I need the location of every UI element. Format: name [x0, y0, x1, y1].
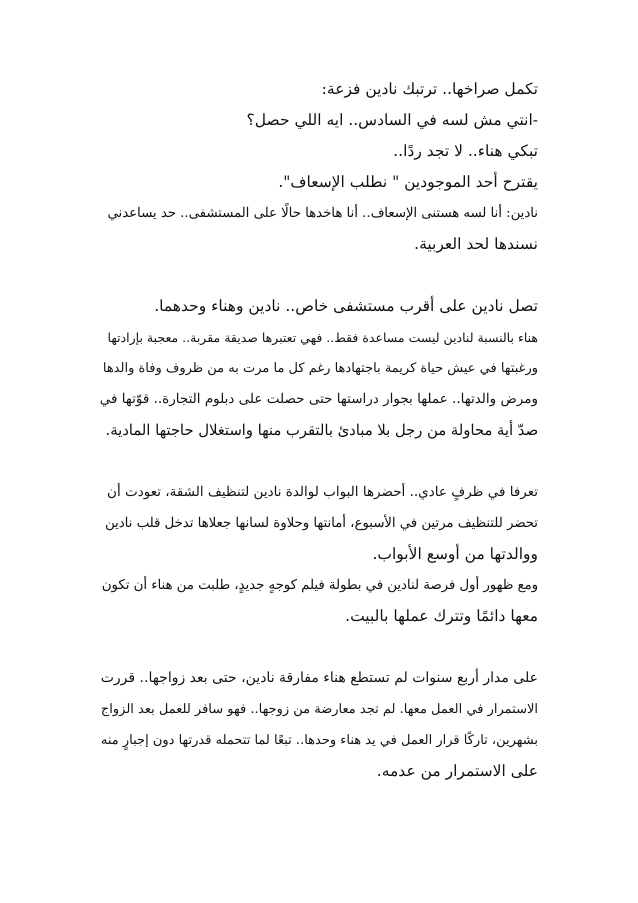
- paragraph-gap: [100, 446, 538, 477]
- text-line: على مدار أربع سنوات لم تستطع هناء مفارقة نادين، حتى بعد زواجها.. قررت: [100, 670, 538, 686]
- text-line: ورغبتها في عيش حياة كريمة باجتهادها رغم كل ما مرت به من ظروف وفاة والدها: [102, 361, 538, 376]
- text-line: يقترح أحد الموجودين " نطلب الإسعاف".: [278, 173, 538, 191]
- text-line: نسندها لحد العربية.: [414, 235, 538, 253]
- paragraph-1: [100, 74, 538, 260]
- text-line: هناء بالنسبة لنادين ليست مساعدة فقط.. فهي تعتبرها صديقة مقربة.. معجبة بإرادتها: [107, 330, 538, 345]
- text-line: ومع ظهور أول فرصة لنادين في بطولة فيلم كوجهٍ جديدٍ، طلبت من هناء أن تكون: [101, 578, 538, 593]
- text-line: تصل نادين على أقرب مستشفى خاص.. نادين وهناء وحدهما.: [154, 297, 538, 315]
- text-line: الاستمرار في العمل معها. لم تجد معارضة من زوجها.. فهو سافر للعمل بعد الزواج: [100, 702, 538, 717]
- text-line: تعرفا في ظرفٍ عادي.. أحضرها البواب لوالدة نادين لتنظيف الشقة، تعودت أن: [107, 484, 538, 500]
- text-line: ووالدتها من أوسع الأبواب.: [372, 545, 538, 563]
- text-line: -انتي مش لسه في السادس.. ايه اللي حصل؟: [246, 111, 538, 129]
- text-line: تكمل صراخها.. ترتبك نادين فزعة:: [321, 80, 538, 98]
- paragraph-gap: [100, 632, 538, 663]
- text-line: تبكي هناء.. لا تجد ردًا..: [393, 142, 538, 160]
- text-line: صدّ أية محاولة من رجل بلا مبادئ بالتقرب منها واستغلال حاجتها المادية.: [105, 422, 538, 439]
- text-line: على الاستمرار من عدمه.: [376, 762, 538, 780]
- text-line: تحضر للتنظيف مرتين في الأسبوع، أمانتها وحلاوة لسانها جعلاها تدخل قلب نادين: [104, 516, 538, 531]
- text-line: نادين: أنا لسه هستنى الإسعاف.. أنا هاخدها حالًا على المستشفى.. حد يساعدني: [107, 206, 538, 221]
- paragraph-4: [100, 663, 538, 787]
- paragraph-gap: [100, 260, 538, 291]
- paragraph-2: [100, 291, 538, 446]
- text-line: بشهرين، تاركًا قرار العمل في يد هناء وحدها.. تبعًا لما تتحمله قدرتها دون إجبارٍ منه: [100, 733, 538, 748]
- text-line: ومرض والدتها.. عملها بجوار دراستها حتى حصلت على دبلوم التجارة.. قوّتها في: [100, 391, 538, 407]
- document-body: [100, 74, 538, 787]
- text-line: معها دائمًا وتترك عملها بالبيت.: [345, 607, 538, 625]
- paragraph-3: [100, 477, 538, 632]
